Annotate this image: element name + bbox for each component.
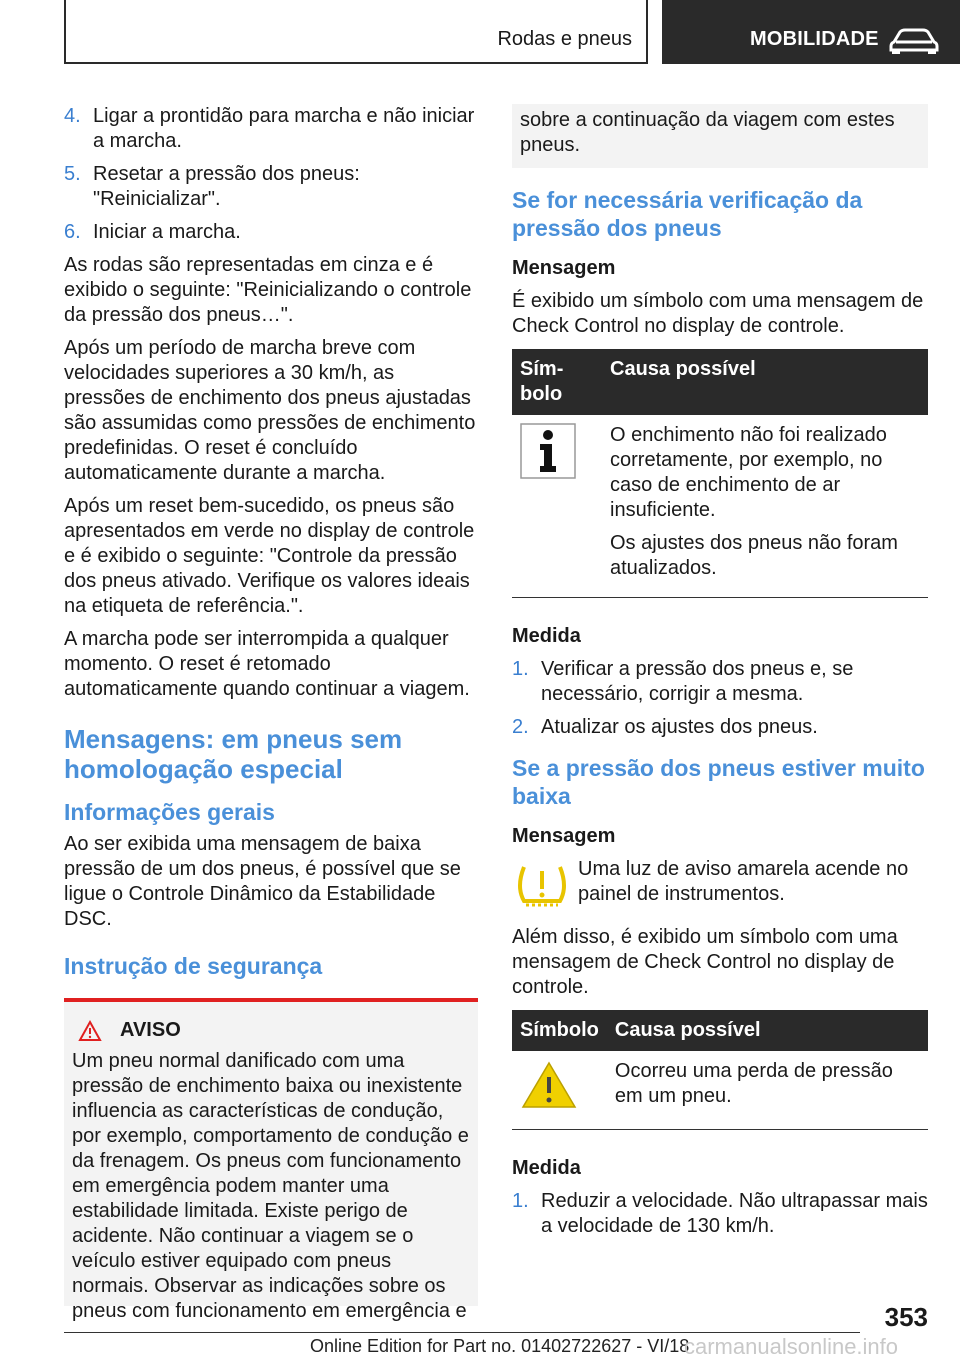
- subsection-heading: Instrução de segurança: [64, 953, 323, 979]
- table-cell-symbol: [512, 1051, 607, 1130]
- tire-pressure-warning-icon: [512, 857, 572, 917]
- watermark: carmanualsonline.info: [684, 1334, 899, 1359]
- table-header-symbol: Símbolo: [512, 1010, 607, 1051]
- right-column: [512, 104, 928, 1247]
- symbol-table-2: [512, 1010, 928, 1130]
- warning-label: AVISO: [120, 1019, 181, 1041]
- list-item: [512, 715, 928, 740]
- yellow-warning-triangle-icon: [520, 1059, 578, 1111]
- page-number: 353: [884, 1302, 928, 1332]
- subsection-heading: Se for necessária verificação da pressão dos pneus: [512, 187, 863, 241]
- subsection-heading: Se a pressão dos pneus estiver muito baixa: [512, 755, 925, 809]
- list-text: Atualizar os ajustes dos pneus.: [541, 716, 818, 738]
- list-number: 1.: [512, 658, 529, 680]
- left-column: [64, 104, 478, 1322]
- message-label: Mensagem: [512, 257, 616, 279]
- list-item: [512, 1189, 928, 1239]
- paragraph: Após um período de marcha breve com velocidades superiores a 30 km/h, as pressões de enchimento dos pneus ajustadas são assumidas como pressões de enchimento predefinidas. O reset é concluído automaticamente durante a marcha.: [64, 337, 476, 484]
- list-item: [64, 220, 478, 245]
- paragraph: Ao ser exibida uma mensagem de baixa pressão de um dos pneus, é possível que se ligue o Controle Dinâmico da Estabilidade DSC.: [64, 833, 461, 930]
- table-row: [512, 415, 928, 598]
- warning-light-text: Uma luz de aviso amarela acende no painel de instrumentos.: [578, 858, 909, 905]
- paragraph: A marcha pode ser interrompida a qualquer momento. O reset é retomado automaticamente quando continuar a viagem.: [64, 628, 470, 700]
- list-text: Verificar a pressão dos pneus e, se necessário, corrigir a mesma.: [541, 658, 854, 705]
- list-text: Ligar a prontidão para marcha e não iniciar a marcha.: [93, 105, 475, 152]
- header-section-box: [64, 0, 648, 64]
- table-cell-symbol: [512, 415, 602, 598]
- paragraph: As rodas são representadas em cinza e é exibido o seguinte: "Reinicializando o controle da pressão dos pneus…".: [64, 254, 472, 326]
- list-number: 2.: [512, 716, 529, 738]
- paragraph: Além disso, é exibido um símbolo com uma mensagem de Check Control no display de controle.: [512, 926, 898, 998]
- table-header-symbol: Símbolo: [512, 349, 602, 415]
- table-header-cause: Causa possível: [602, 349, 928, 415]
- footer-divider: [64, 1332, 860, 1333]
- list-item: [64, 104, 478, 154]
- table-cell-cause: [602, 415, 928, 598]
- list-number: 1.: [512, 1190, 529, 1212]
- list-text: Resetar a pressão dos pneus: "Reinicializar".: [93, 163, 360, 210]
- header-chapter-box: [662, 0, 960, 64]
- paragraph: Após um reset bem-sucedido, os pneus são apresentados em verde no display de controle e é exibido o seguinte: "Controle da pressão dos pneus ativado. Verifique os valores ideais na etiqueta de referência.".: [64, 495, 475, 617]
- warning-triangle-icon: [78, 1020, 102, 1042]
- cause-text: Os ajustes dos pneus não foram atualizados.: [610, 532, 898, 579]
- list-item: [512, 657, 928, 707]
- warning-light-row: [512, 857, 928, 917]
- paragraph: É exibido um símbolo com uma mensagem de Check Control no display de controle.: [512, 290, 924, 337]
- symbol-table: [512, 349, 928, 598]
- list-text: Iniciar a marcha.: [93, 221, 241, 243]
- table-cell-cause: Ocorreu uma perda de pressão em um pneu.: [607, 1051, 928, 1130]
- info-icon: [520, 423, 576, 479]
- warning-title: [72, 1018, 470, 1043]
- subsection-heading: Informações gerais: [64, 799, 275, 825]
- edition-text: Online Edition for Part no. 01402722627 - VI/18: [310, 1336, 690, 1356]
- measure-label: Medida: [512, 625, 581, 647]
- measure-label: Medida: [512, 1157, 581, 1179]
- continued-box: sobre a continuação da viagem com estes pneus.: [512, 104, 928, 168]
- list-text: Reduzir a velocidade. Não ultrapassar mais a velocidade de 130 km/h.: [541, 1190, 928, 1237]
- car-icon: [888, 28, 940, 54]
- list-number: 6.: [64, 221, 81, 243]
- table-row: [512, 1051, 928, 1130]
- message-label: Mensagem: [512, 825, 616, 847]
- list-item: [64, 162, 478, 212]
- header-section-title: Rodas e pneus: [497, 28, 632, 50]
- list-number: 5.: [64, 163, 81, 185]
- list-number: 4.: [64, 105, 81, 127]
- warning-box: [64, 998, 478, 1322]
- warning-text: Um pneu normal danificado com uma pressão de enchimento baixa ou inexistente influencia as características de condução, por exemplo, comportamento de condução e da frenagem. Os pneus com funcionamento em emergência podem manter uma estabilidade limitada. Existe perigo de acidente. Não continuar a viagem se o veículo estiver equipado com pneus normais. Observar as indicações sobre os pneus com funcionamento em emergência e: [72, 1050, 469, 1322]
- table-header-cause: Causa possível: [607, 1010, 928, 1051]
- cause-text: O enchimento não foi realizado corretamente, por exemplo, no caso de enchimento de ar insuficiente.: [610, 424, 887, 521]
- section-heading: Mensagens: em pneus sem homologação especial: [64, 724, 403, 784]
- header-chapter-title: MOBILIDADE: [750, 28, 879, 50]
